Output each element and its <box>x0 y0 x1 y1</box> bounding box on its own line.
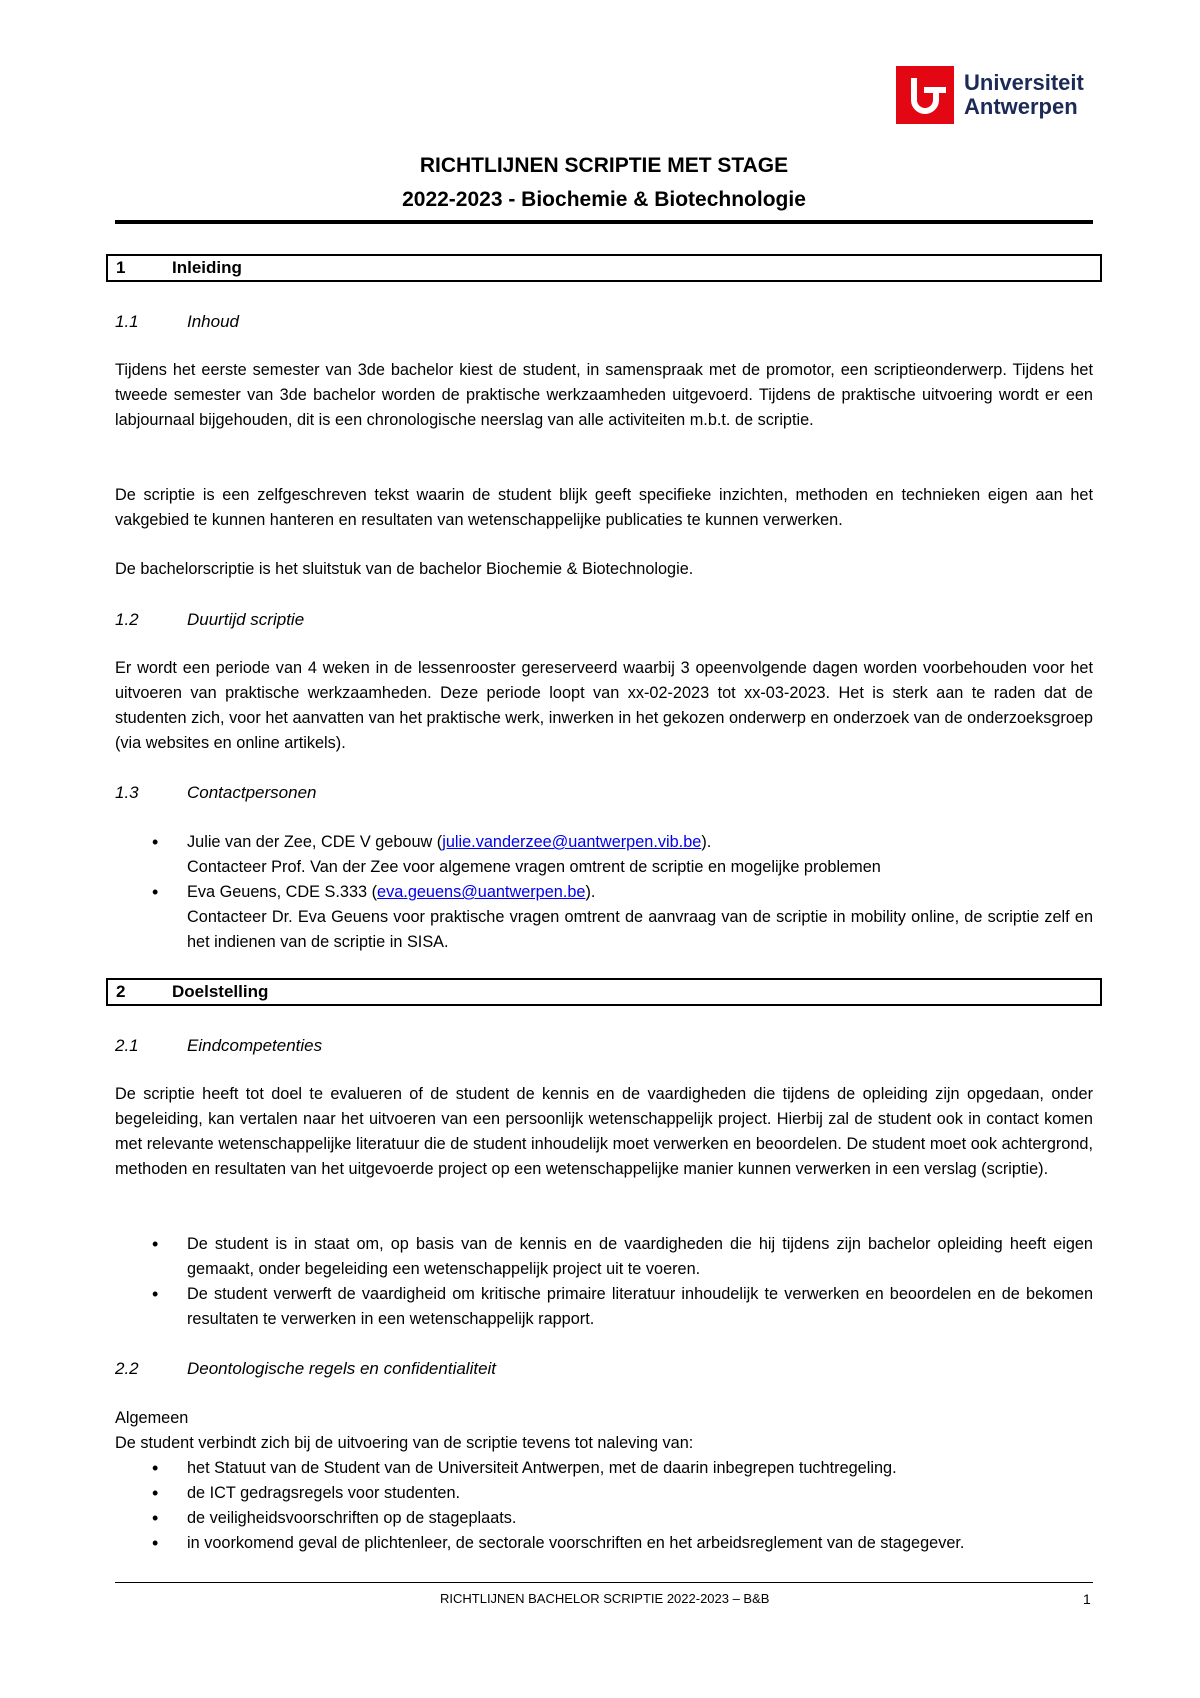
paragraph-naleving: De student verbindt zich bij de uitvoering van de scriptie tevens tot naleving van: <box>115 1434 694 1452</box>
logo-line-1: Universiteit <box>964 70 1084 95</box>
subsection-number: 2.2 <box>115 1359 139 1378</box>
subsection-label: Eindcompetenties <box>187 1036 323 1055</box>
email-link[interactable]: eva.geuens@uantwerpen.be <box>377 883 586 901</box>
contact-punct: ). <box>701 833 712 851</box>
contact-description: Contacteer Dr. Eva Geuens voor praktische vragen omtrent de aanvraag van de scriptie in mobility online, de scriptie zelf en het indienen van de scriptie in SISA. <box>187 908 1093 951</box>
subsection-label: Duurtijd scriptie <box>187 610 305 629</box>
subsection-label: Contactpersonen <box>187 783 317 802</box>
list-item: • de ICT gedragsregels voor studenten. <box>115 1481 1093 1506</box>
paragraph-duurtijd: Er wordt een periode van 4 weken in de lessenrooster gereserveerd waarbij 3 opeenvolgende dagen worden voorbehouden voor het uitvoeren van praktische werkzaamheden. Deze periode loopt van xx-02-2023 tot xx-03-2023. Het is sterk aan te raden dat de studenten zich, voor het aanvatten van het praktische werk, inwerken in het gekozen onderwerp en onderzoek van de onderzoeksgroep (via websites en online artikels). <box>115 659 1093 752</box>
subsection-number: 1.2 <box>115 610 139 629</box>
list-item <box>115 830 1093 880</box>
section-heading-2 <box>106 978 1102 1006</box>
page-number: 1 <box>1083 1591 1091 1607</box>
subsection-number: 1.3 <box>115 783 139 802</box>
competency-list <box>115 1232 1093 1332</box>
contact-name: Julie van der Zee, CDE V gebouw ( <box>187 833 443 851</box>
document-subtitle: 2022-2023 - Biochemie & Biotechnologie <box>402 188 806 211</box>
section-number: 2 <box>116 982 126 1001</box>
section-label: Doelstelling <box>172 982 269 1001</box>
list-item: • de veiligheidsvoorschriften op de stageplaats. <box>115 1506 1093 1531</box>
paragraph-eindcompetenties: De scriptie heeft tot doel te evalueren of de student de kennis en de vaardigheden die tijdens de opleiding zijn opgedaan, onder begeleiding, kan vertalen naar het uitvoeren van een persoonlijk wetenschappelijk project. Hierbij zal de student ook in contact komen met relevante wetenschappelijke literatuur die de student inhoudelijk moet verwerken en beoordelen. De student moet ook achtergrond, methoden en resultaten van het uitgevoerde project op een wetenschappelijke manier kunnen verwerken in een verslag (scriptie). <box>115 1085 1093 1178</box>
section-heading-1 <box>106 254 1102 282</box>
list-item <box>115 880 1093 955</box>
contact-description: Contacteer Prof. Van der Zee voor algemene vragen omtrent de scriptie en mogelijke problemen <box>187 858 881 876</box>
contact-punct: ). <box>585 883 596 901</box>
university-logo-icon <box>896 66 954 124</box>
list-item: • De student verwerft de vaardigheid om kritische primaire literatuur inhoudelijk te verwerken en beoordelen en de bekomen resultaten te verwerken in een wetenschappelijk rapport. <box>115 1282 1093 1332</box>
list-item: • in voorkomend geval de plichtenleer, de sectorale voorschriften en het arbeidsreglement van de stagegever. <box>115 1531 1093 1556</box>
title-rule <box>115 220 1093 224</box>
paragraph-inhoud-1: Tijdens het eerste semester van 3de bachelor kiest de student, in samenspraak met de promotor, een scriptieonderwerp. Tijdens het tweede semester van 3de bachelor worden de praktische werkzaamheden uitgevoerd. Tijdens de praktische uitvoering wordt er een labjournaal bijgehouden, dit is een chronologische neerslag van alle activiteiten m.b.t. de scriptie. <box>115 361 1093 429</box>
rules-list <box>115 1456 1093 1556</box>
contact-name: Eva Geuens, CDE S.333 ( <box>187 883 378 901</box>
footer-title: RICHTLIJNEN BACHELOR SCRIPTIE 2022-2023 – B&B <box>440 1591 770 1606</box>
paragraph-inhoud-3: De bachelorscriptie is het sluitstuk van de bachelor Biochemie & Biotechnologie. <box>115 560 694 578</box>
university-logo <box>896 66 1084 124</box>
subsection-number: 2.1 <box>115 1036 139 1055</box>
subsection-number: 1.1 <box>115 312 139 331</box>
email-link[interactable]: julie.vanderzee@uantwerpen.vib.be <box>442 833 702 851</box>
contact-list <box>115 830 1093 955</box>
subsection-label: Inhoud <box>187 312 239 331</box>
algemeen-heading: Algemeen <box>115 1409 189 1427</box>
subsection-label: Deontologische regels en confidentialiteit <box>187 1359 497 1378</box>
list-item: • het Statuut van de Student van de Universiteit Antwerpen, met de daarin inbegrepen tuchtregeling. <box>115 1456 1093 1481</box>
section-label: Inleiding <box>172 258 242 277</box>
section-number: 1 <box>116 258 126 277</box>
document-title: RICHTLIJNEN SCRIPTIE MET STAGE <box>419 154 789 177</box>
paragraph-inhoud-2: De scriptie is een zelfgeschreven tekst waarin de student blijk geeft specifieke inzichten, methoden en technieken eigen aan het vakgebied te kunnen hanteren en resultaten van wetenschappelijke publicaties te kunnen verwerken. <box>115 486 1093 529</box>
list-item: • De student is in staat om, op basis van de kennis en de vaardigheden die hij tijdens zijn bachelor opleiding heeft eigen gemaakt, onder begeleiding een wetenschappelijk project uit te voeren. <box>115 1232 1093 1282</box>
footer-rule <box>115 1582 1093 1583</box>
logo-line-2: Antwerpen <box>964 94 1078 119</box>
